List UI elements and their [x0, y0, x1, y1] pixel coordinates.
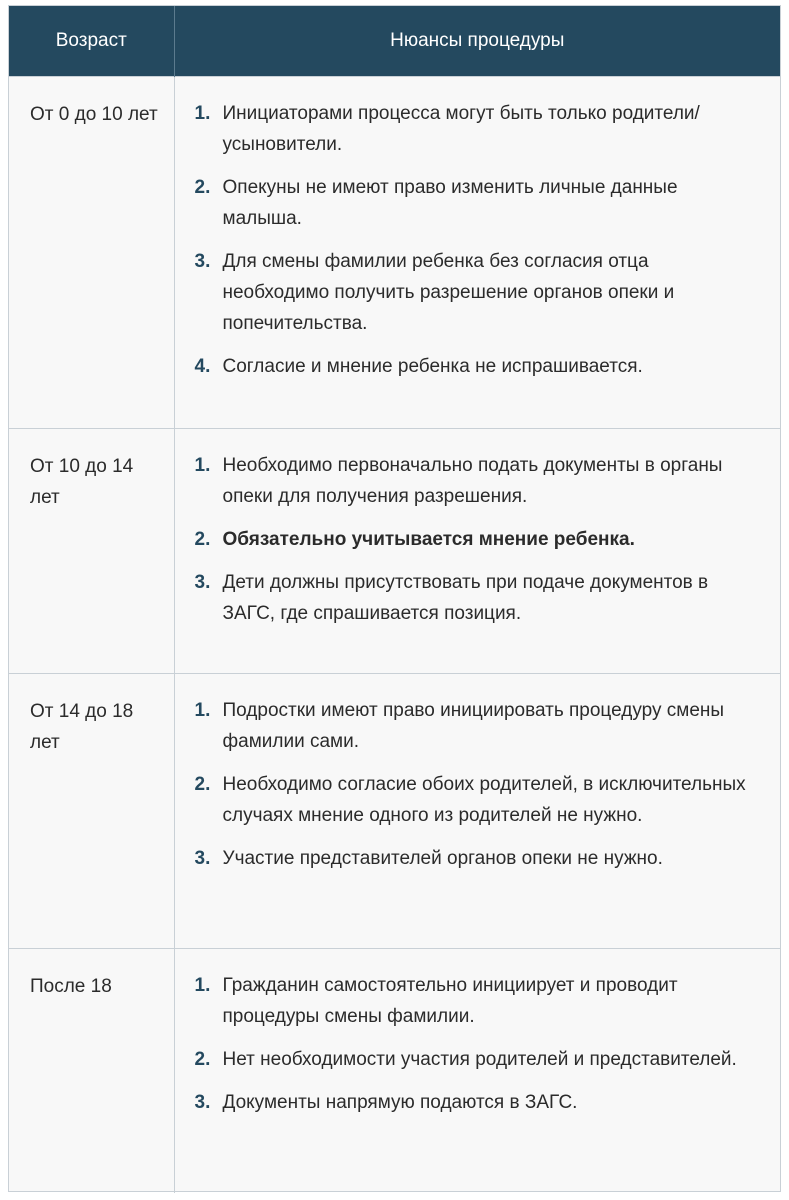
list-item	[195, 970, 761, 1032]
list-item	[195, 351, 761, 382]
header-notes: Нюансы процедуры	[174, 6, 780, 76]
table-header	[9, 6, 780, 76]
header-age: Возраст	[9, 6, 174, 76]
table-row	[9, 428, 780, 673]
item-number: 2.	[194, 1048, 211, 1070]
age-cell: От 14 до 18 лет	[9, 673, 174, 948]
item-number: 1.	[194, 102, 211, 124]
procedure-table	[9, 6, 780, 1193]
item-text: Дети должны присутствовать при подаче документов в ЗАГС, где спрашивается позиция.	[222, 571, 709, 624]
header-row	[9, 6, 780, 76]
notes-list	[195, 450, 761, 629]
item-text: Для смены фамилии ребенка без согласия отца необходимо получить разрешение органов опеки и попечительства.	[222, 250, 675, 334]
item-number: 2.	[194, 176, 211, 198]
item-text: Нет необходимости участия родителей и представителей.	[222, 1048, 737, 1070]
item-text: Подростки имеют право инициировать процедуру смены фамилии сами.	[222, 699, 725, 752]
item-number: 2.	[194, 773, 211, 795]
item-text: Согласие и мнение ребенка не испрашивается.	[222, 355, 643, 377]
item-text: Опекуны не имеют право изменить личные данные малыша.	[222, 176, 678, 229]
item-text: Необходимо первоначально подать документы в органы опеки для получения разрешения.	[222, 454, 723, 507]
item-number: 3.	[194, 847, 211, 869]
item-text-emphasis: Обязательно учитывается мнение ребенка.	[222, 528, 635, 550]
age-cell: От 10 до 14 лет	[9, 428, 174, 673]
notes-list	[195, 695, 761, 874]
list-item	[195, 769, 761, 831]
table-row	[9, 673, 780, 948]
item-text: Документы напрямую подаются в ЗАГС.	[222, 1091, 578, 1113]
notes-cell	[174, 948, 780, 1193]
item-number: 4.	[194, 355, 211, 377]
table-row	[9, 948, 780, 1193]
list-item	[195, 695, 761, 757]
list-item	[195, 843, 761, 874]
item-number: 3.	[194, 1091, 211, 1113]
list-item	[195, 567, 761, 629]
item-text: Участие представителей органов опеки не нужно.	[222, 847, 663, 869]
notes-cell	[174, 428, 780, 673]
item-number: 1.	[194, 974, 211, 996]
item-number: 2.	[194, 528, 211, 550]
notes-cell	[174, 673, 780, 948]
name-change-table	[8, 5, 781, 1192]
notes-list	[195, 970, 761, 1118]
table-row	[9, 76, 780, 428]
list-item	[195, 1044, 761, 1075]
list-item	[195, 450, 761, 512]
item-text: Инициаторами процесса могут быть только родители/усыновители.	[222, 102, 700, 155]
notes-cell	[174, 76, 780, 428]
item-text: Гражданин самостоятельно инициирует и проводит процедуры смены фамилии.	[222, 974, 678, 1027]
list-item	[195, 98, 761, 160]
item-number: 3.	[194, 571, 211, 593]
item-number: 3.	[194, 250, 211, 272]
item-text: Необходимо согласие обоих родителей, в исключительных случаях мнение одного из родителей не нужно.	[222, 773, 746, 826]
item-number: 1.	[194, 699, 211, 721]
item-number: 1.	[194, 454, 211, 476]
notes-list	[195, 98, 761, 382]
list-item	[195, 524, 761, 555]
age-cell: От 0 до 10 лет	[9, 76, 174, 428]
list-item	[195, 172, 761, 234]
list-item	[195, 1087, 761, 1118]
age-cell: После 18	[9, 948, 174, 1193]
list-item	[195, 246, 761, 339]
